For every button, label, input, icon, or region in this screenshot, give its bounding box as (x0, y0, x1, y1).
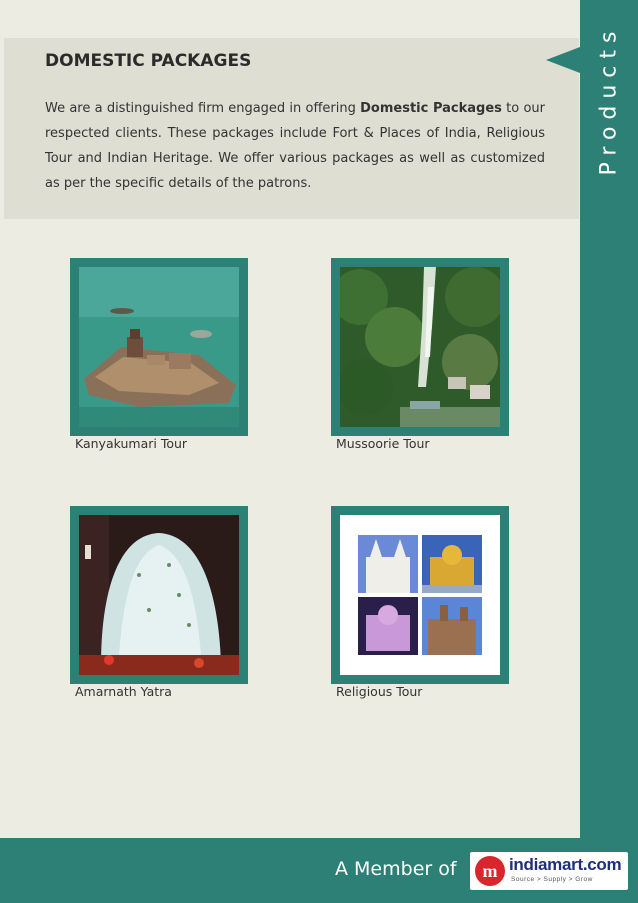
side-tab-title: Products (596, 24, 622, 176)
intro-text-start: We are a distinguished firm engaged in offering (45, 101, 361, 116)
religious-photo (340, 515, 500, 675)
kanyakumari-photo (79, 267, 239, 427)
product-caption: Mussoorie Tour (336, 436, 430, 451)
intro-highlight: Domestic Packages (360, 101, 502, 116)
page-title: DOMESTIC PACKAGES (45, 51, 252, 71)
product-card-mussoorie[interactable] (331, 258, 509, 436)
product-card-kanyakumari[interactable] (70, 258, 248, 436)
logo-tagline: Source > Supply > Grow (511, 876, 593, 883)
product-card-amarnath[interactable] (70, 506, 248, 684)
pointer-arrow-icon (546, 47, 580, 73)
indiamart-mark-icon: m (475, 856, 505, 886)
intro-paragraph (45, 96, 545, 196)
product-card-religious[interactable] (331, 506, 509, 684)
product-caption: Amarnath Yatra (75, 684, 172, 699)
logo-name: indiamart.com (509, 855, 622, 874)
mussoorie-photo (340, 267, 500, 427)
member-of-label: A Member of (335, 858, 457, 880)
product-caption: Religious Tour (336, 684, 423, 699)
indiamart-logo[interactable] (470, 852, 628, 890)
product-caption: Kanyakumari Tour (75, 436, 188, 451)
intro-text-end: to our respected clients. These packages include Fort & Places of India, Religious Tour and Indian Heritage. We offer various packages as well as customized as per the specific details of the patrons. (45, 101, 545, 191)
amarnath-photo (79, 515, 239, 675)
